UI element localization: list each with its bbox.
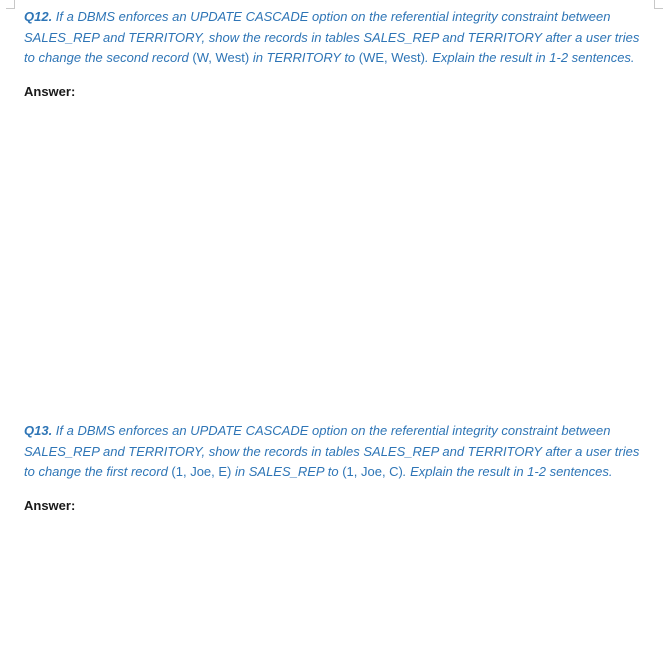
record-value: (W, West) [192,50,250,65]
question-13 [24,421,649,483]
record-value: (1, Joe, E) [171,464,232,479]
question-text: If a DBMS enforces an UPDATE CASCADE option on the referential integrity constraint between SALES_REP and TERRITORY, show the records in tables SALES_REP and TERRITORY after a user tries to change the second record [24,9,640,65]
question-text: If a DBMS enforces an UPDATE CASCADE option on the referential integrity constraint between SALES_REP and TERRITORY, show the records in tables SALES_REP and TERRITORY after a user tries to change the first record [24,423,640,479]
question-text: in TERRITORY to [249,50,359,65]
question-text: . Explain the result in 1-2 sentences. [424,50,635,65]
page-corner-mark-left [6,0,15,9]
question-text: . Explain the result in 1-2 sentences. [402,464,613,479]
question-number: Q13. [24,423,53,438]
question-12 [24,7,649,69]
answer-label-13: Answer: [24,498,76,513]
answer-area-12[interactable] [24,104,644,404]
answer-label-12: Answer: [24,84,76,99]
question-number: Q12. [24,9,53,24]
record-value: (1, Joe, C) [342,464,403,479]
answer-area-13[interactable] [24,518,644,658]
page-corner-mark-right [654,0,663,9]
record-value: (WE, West) [358,50,425,65]
question-text: in SALES_REP to [231,464,343,479]
